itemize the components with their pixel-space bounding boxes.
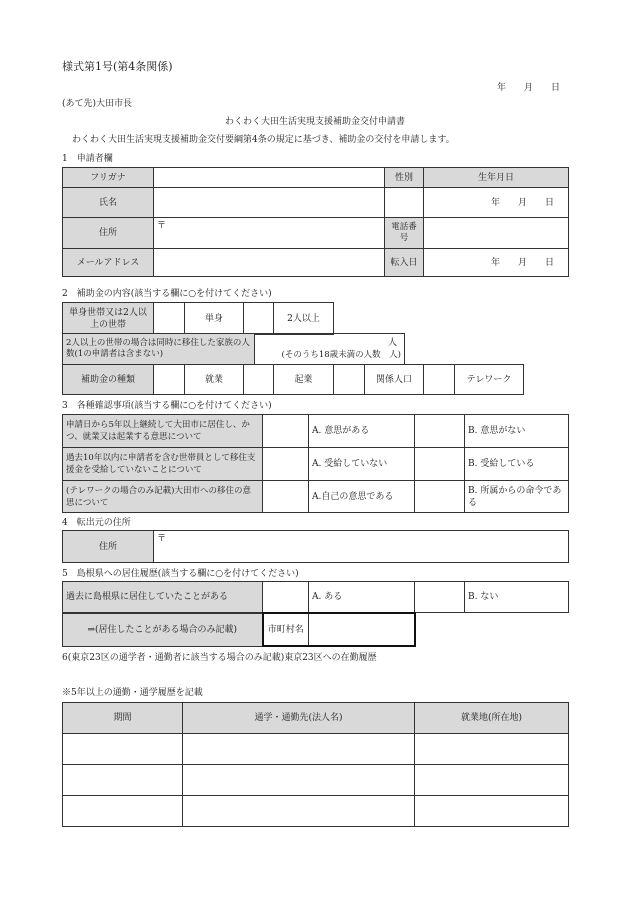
telework-check[interactable] [424, 365, 455, 395]
shimane-history-table [62, 581, 569, 613]
two-plus-check[interactable] [244, 303, 274, 335]
postal-mark: 〒 [157, 221, 167, 231]
confirm-q1-a: A. 意思がある [309, 415, 415, 448]
confirm-q1: 申請日から5年以上継続して大田市に居住し、かつ、就業又は起業する意思について [63, 415, 263, 448]
household-label: 単身世帯又は2人以上の世帯 [63, 303, 154, 335]
type-label: 補助金の種類 [63, 365, 154, 395]
shimane-a-check[interactable] [263, 582, 309, 613]
single-label: 単身 [185, 303, 244, 335]
move-in-label: 転入日 [385, 249, 424, 277]
shimane-b: B. ない [465, 582, 569, 613]
confirm-q2-b-check[interactable] [415, 448, 465, 481]
company-cell[interactable] [183, 796, 415, 827]
members-unit: 人 [387, 338, 397, 348]
origin-address-field[interactable] [154, 531, 569, 563]
table-row [63, 734, 569, 765]
commute-history-table [62, 702, 569, 827]
telework-label: テレワーク [455, 365, 524, 395]
period-cell[interactable] [63, 765, 183, 796]
company-cell[interactable] [183, 765, 415, 796]
application-date: 年 月 日 [497, 83, 561, 93]
section-6-heading: 6(東京23区の通学者・通勤者に該当する場合のみ記載)東京23区への在勤履歴 [62, 653, 377, 663]
members-label: 2人以上の世帯の場合は同時に移住した家族の人数(1の申請者は含まない) [63, 334, 255, 365]
origin-address-table [62, 530, 569, 563]
gender-label: 性別 [385, 168, 424, 188]
confirm-q2: 過去10年以内に申請者を含む世帯員として移住支援金を受給していないことについて [63, 448, 263, 481]
members-field[interactable] [255, 334, 405, 365]
origin-address-label: 住所 [63, 531, 154, 563]
employment-check[interactable] [154, 365, 185, 395]
applicant-table [62, 167, 569, 277]
employment-label: 就業 [185, 365, 244, 395]
workplace-cell[interactable] [415, 734, 569, 765]
addressee: (あて先)大田市長 [62, 99, 133, 109]
section-2-heading: 2 補助金の内容(該当する欄に○を付けてください) [62, 289, 272, 299]
period-cell[interactable] [63, 734, 183, 765]
members-table [62, 333, 405, 365]
section-3-heading: 3 各種確認事項(該当する欄に○を付けてください) [62, 401, 272, 411]
section-4-heading: 4 転出元の住所 [62, 518, 131, 528]
startup-label: 起業 [274, 365, 334, 395]
shimane-b-check[interactable] [415, 582, 465, 613]
single-check[interactable] [154, 303, 185, 335]
confirm-q2-a: A. 受給していない [309, 448, 415, 481]
confirm-q2-a-check[interactable] [263, 448, 309, 481]
confirm-q1-b-check[interactable] [415, 415, 465, 448]
confirmation-table [62, 414, 569, 513]
confirm-q1-b: B. 意思がない [465, 415, 569, 448]
workplace-cell[interactable] [415, 796, 569, 827]
section-1-heading: 1 申請者欄 [62, 154, 113, 164]
page-title: わくわく大田生活実現支援補助金交付申請書 [224, 117, 405, 127]
address-label: 住所 [63, 218, 154, 249]
confirm-q3-b-check[interactable] [415, 481, 465, 513]
section-5-heading: 5 島根県への居住履歴(該当する欄に○を付けてください) [62, 569, 299, 579]
period-header: 期間 [63, 703, 183, 734]
shimane-sub-label: ⇒(居住したことがある場合のみ記載) [63, 613, 263, 646]
company-header: 通学・通勤先(法人名) [183, 703, 415, 734]
confirm-q3-a-check[interactable] [263, 481, 309, 513]
furigana-label: フリガナ [63, 168, 154, 188]
confirm-q3: (テレワークの場合のみ記載)大田市への移住の意思について [63, 481, 263, 513]
company-cell[interactable] [183, 734, 415, 765]
startup-check[interactable] [244, 365, 274, 395]
related-population-label: 関係人口 [365, 365, 424, 395]
workplace-cell[interactable] [415, 765, 569, 796]
origin-postal-mark: 〒 [157, 534, 167, 544]
period-cell[interactable] [63, 796, 183, 827]
birthdate-label: 生年月日 [424, 168, 569, 188]
name-label: 氏名 [63, 188, 154, 218]
shimane-city-table [62, 612, 416, 647]
phone-label: 電話番号 [385, 218, 424, 249]
household-table [62, 302, 334, 335]
email-field[interactable] [154, 249, 385, 277]
confirm-q2-b: B. 受給している [465, 448, 569, 481]
name-field[interactable] [154, 188, 385, 218]
history-note: ※5年以上の通勤・通学履歴を記載 [62, 688, 203, 698]
confirm-q1-a-check[interactable] [263, 415, 309, 448]
subsidy-type-table [62, 364, 524, 395]
workplace-header: 就業地(所在地) [415, 703, 569, 734]
birthdate-field[interactable]: 年 月 日 [424, 188, 569, 218]
city-field[interactable] [309, 613, 415, 646]
confirm-q3-a: A.自己の意思である [309, 481, 415, 513]
phone-field[interactable] [424, 218, 569, 249]
gender-field[interactable] [385, 188, 424, 218]
shimane-question: 過去に島根県に居住していたことがある [63, 582, 263, 613]
address-field[interactable] [154, 218, 385, 249]
related-population-check[interactable] [334, 365, 365, 395]
shimane-a: A. ある [309, 582, 415, 613]
city-label: 市町村名 [263, 613, 309, 646]
furigana-field[interactable] [154, 168, 385, 188]
members-under18: (そのうち18歳未満の人数 人) [281, 350, 401, 360]
table-row [63, 765, 569, 796]
intro-text: わくわく大田生活実現支援補助金交付要綱第4条の規定に基づき、補助金の交付を申請します。 [72, 135, 455, 145]
table-row [63, 796, 569, 827]
form-number: 様式第1号(第4条関係) [62, 60, 173, 73]
confirm-q3-b: B. 所属からの命令である [465, 481, 569, 513]
two-plus-label: 2人以上 [274, 303, 334, 335]
email-label: メールアドレス [63, 249, 154, 277]
move-in-field[interactable]: 年 月 日 [424, 249, 569, 277]
